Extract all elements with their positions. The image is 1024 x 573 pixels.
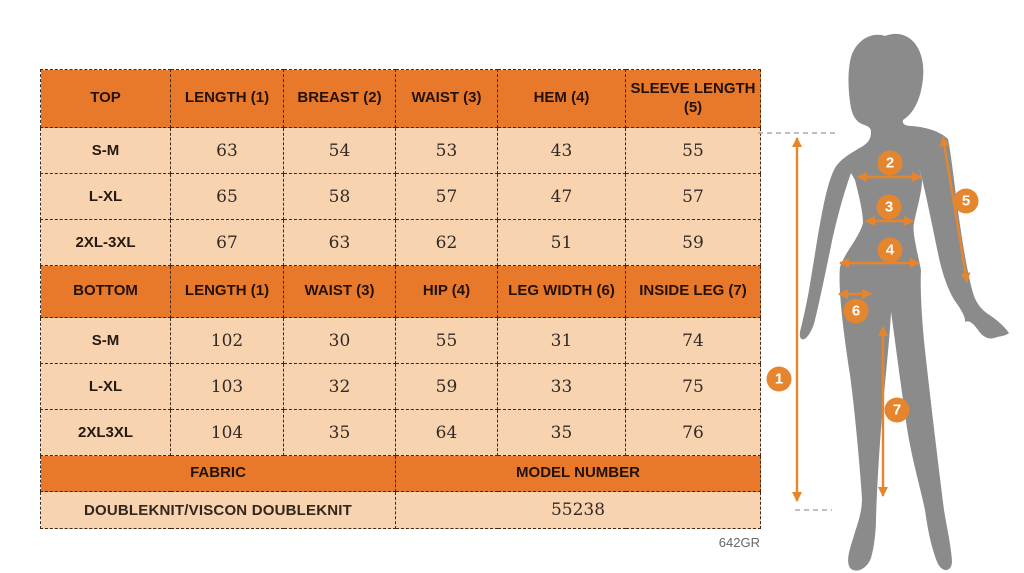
value-cell: 59 [396,364,498,410]
size-chart-table [40,69,761,529]
value-cell: 30 [284,318,396,364]
value-cell: 59 [626,220,761,266]
value-cell: 32 [284,364,396,410]
model-number-value: 55238 [396,492,761,529]
fabric-header-row [41,456,761,492]
size-cell: L-XL [41,364,171,410]
value-cell: 31 [498,318,626,364]
value-cell: 67 [171,220,284,266]
value-cell: 57 [396,174,498,220]
value-cell: 35 [498,410,626,456]
value-cell: 74 [626,318,761,364]
marker-5: 5 [954,189,979,214]
value-cell: 57 [626,174,761,220]
marker-7: 7 [885,398,910,423]
column-header: LENGTH (1) [171,70,284,128]
model-number-header: MODEL NUMBER [396,456,761,492]
value-cell: 55 [626,128,761,174]
column-header: WAIST (3) [396,70,498,128]
marker-6: 6 [844,299,869,324]
value-cell: 35 [284,410,396,456]
table-row [41,318,761,364]
measurement-figure [755,20,1024,573]
value-cell: 75 [626,364,761,410]
size-cell: S-M [41,128,171,174]
product-code: 642GR [718,535,760,550]
column-header: WAIST (3) [284,266,396,318]
table-row [41,220,761,266]
column-header: HEM (4) [498,70,626,128]
table-row [41,410,761,456]
value-cell: 64 [396,410,498,456]
value-cell: 43 [498,128,626,174]
column-header: INSIDE LEG (7) [626,266,761,318]
size-cell: S-M [41,318,171,364]
top-header-row [41,70,761,128]
marker-2: 2 [878,151,903,176]
value-cell: 33 [498,364,626,410]
value-cell: 76 [626,410,761,456]
column-header: BREAST (2) [284,70,396,128]
fabric-value-row [41,492,761,529]
value-cell: 55 [396,318,498,364]
size-cell: 2XL-3XL [41,220,171,266]
value-cell: 47 [498,174,626,220]
value-cell: 103 [171,364,284,410]
value-cell: 63 [284,220,396,266]
fabric-header: FABRIC [41,456,396,492]
size-cell: L-XL [41,174,171,220]
value-cell: 54 [284,128,396,174]
column-header: BOTTOM [41,266,171,318]
marker-3: 3 [877,195,902,220]
value-cell: 63 [171,128,284,174]
size-cell: 2XL3XL [41,410,171,456]
value-cell: 58 [284,174,396,220]
column-header: TOP [41,70,171,128]
table-row [41,364,761,410]
column-header: HIP (4) [396,266,498,318]
value-cell: 51 [498,220,626,266]
table-row [41,174,761,220]
marker-1: 1 [767,367,792,392]
fabric-value: DOUBLEKNIT/VISCON DOUBLEKNIT [41,492,396,529]
value-cell: 53 [396,128,498,174]
body-silhouette [800,34,1009,571]
bottom-header-row [41,266,761,318]
table-row [41,128,761,174]
value-cell: 65 [171,174,284,220]
marker-4: 4 [878,238,903,263]
value-cell: 104 [171,410,284,456]
column-header: SLEEVE LENGTH (5) [626,70,761,128]
value-cell: 62 [396,220,498,266]
value-cell: 102 [171,318,284,364]
column-header: LENGTH (1) [171,266,284,318]
column-header: LEG WIDTH (6) [498,266,626,318]
